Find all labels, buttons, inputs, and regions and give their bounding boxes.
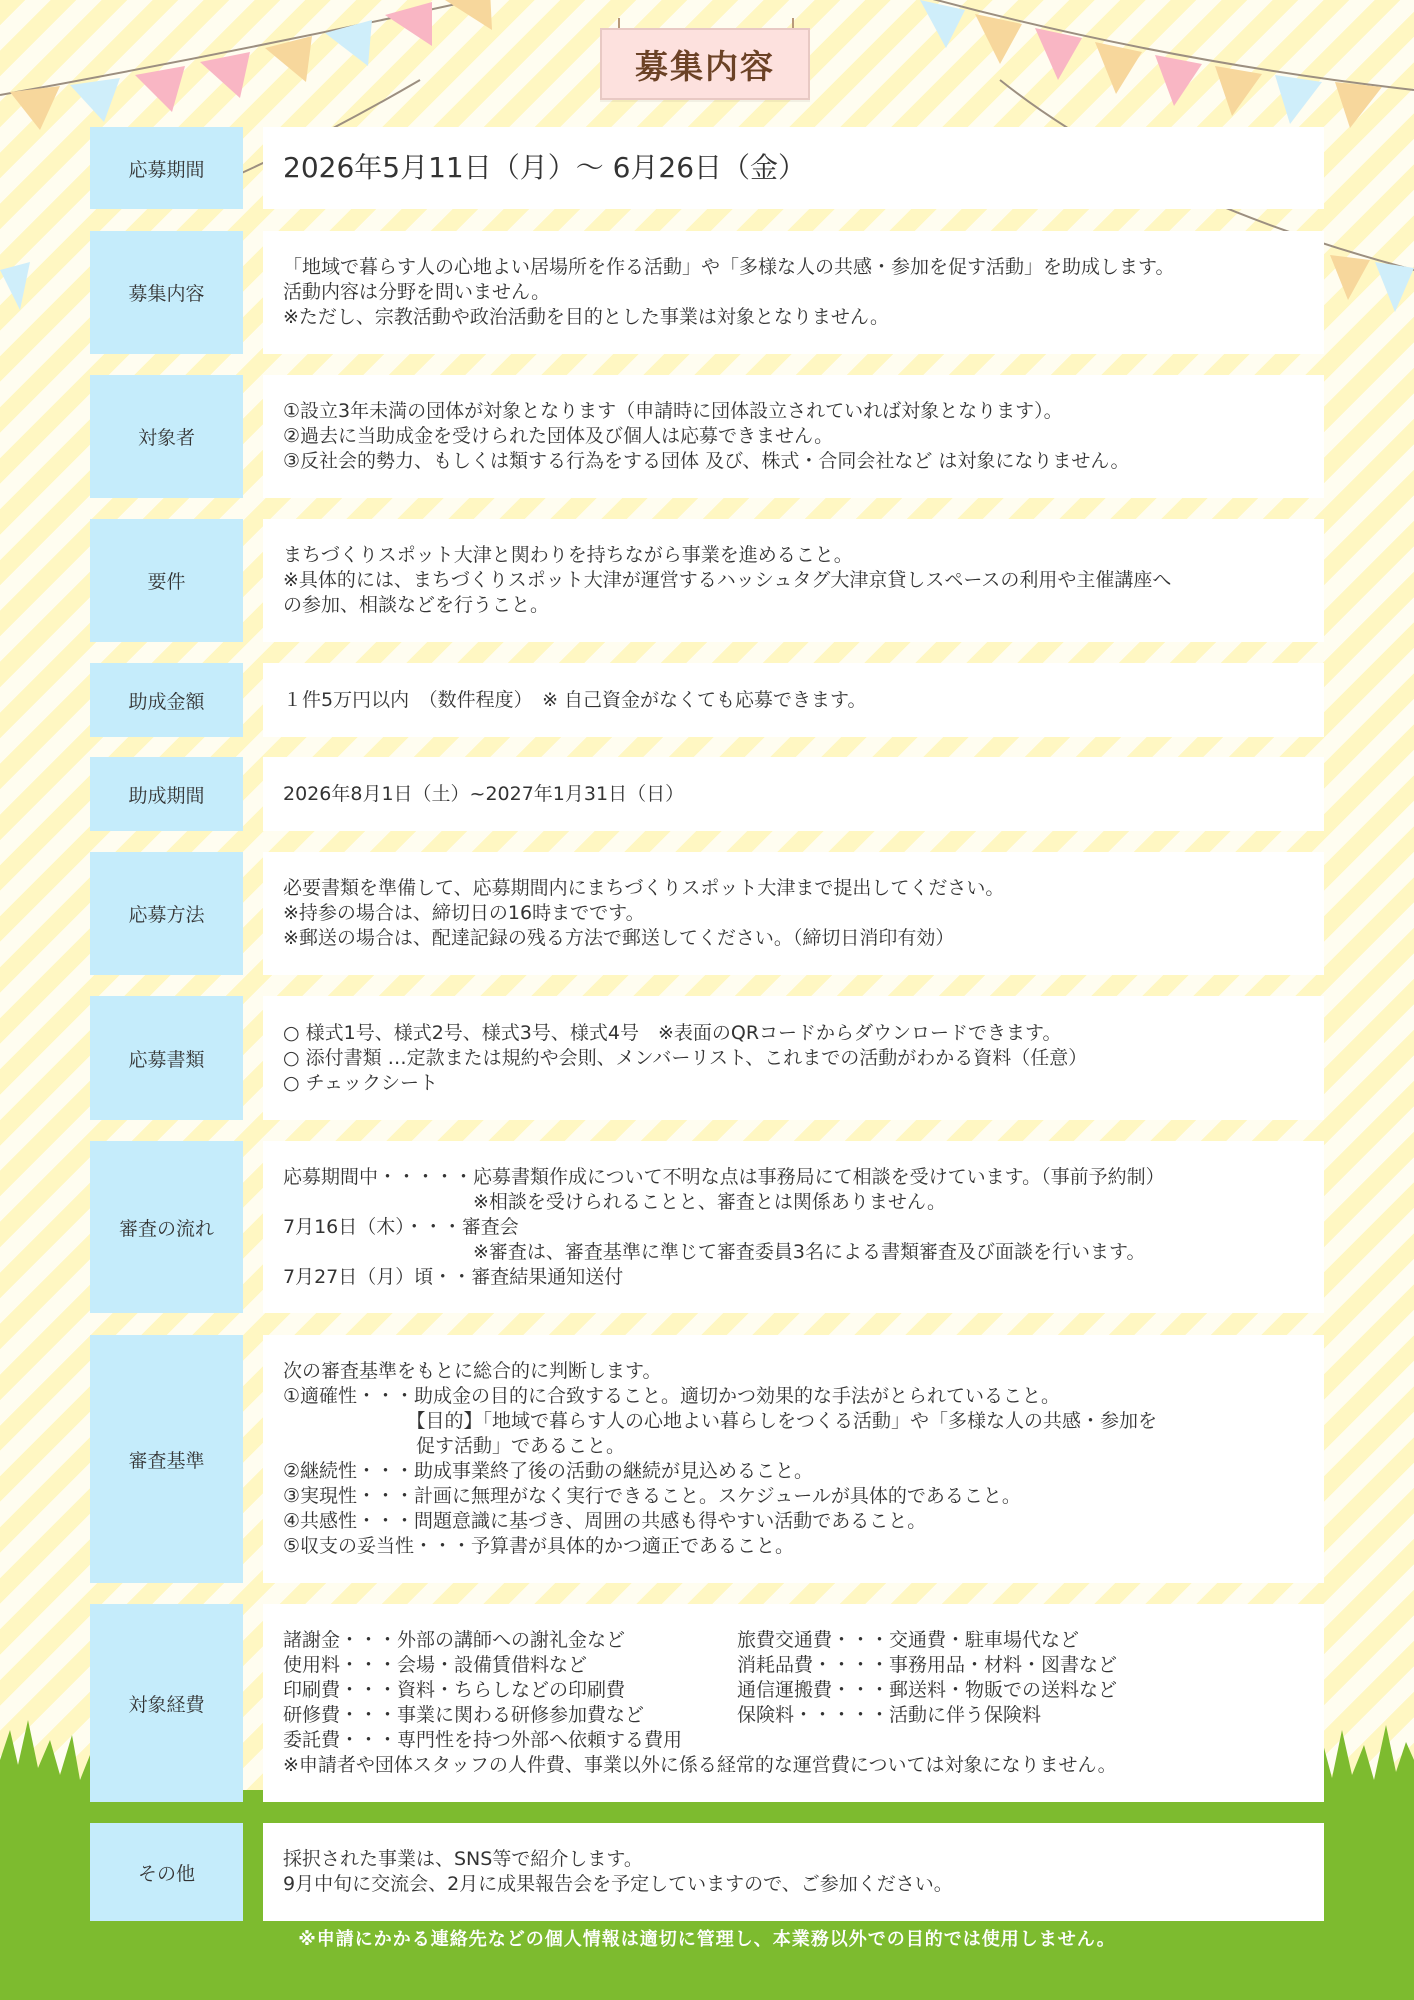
content-grant-period <box>263 757 1324 831</box>
criteria-line: ③実現性・・・計画に無理がなく実行できること。スケジュールが具体的であること。 <box>283 1485 1021 1507</box>
label-documents: 応募書類 <box>90 996 243 1120</box>
flow-line: 7月27日（月）頃・・審査結果通知送付 <box>283 1265 624 1288</box>
content-other <box>263 1823 1324 1921</box>
expense-item: 保険料・・・・・活動に伴う保険料 <box>737 1704 1042 1726</box>
target-line: ②過去に当助成金を受けられた団体及び個人は応募できません。 <box>283 425 834 447</box>
row-method <box>90 852 1324 975</box>
label-expenses: 対象経費 <box>90 1604 243 1802</box>
expenses-right-column <box>737 1628 1117 1728</box>
requirements-line: まちづくりスポット大津と関わりを持ちながら事業を進めること。 <box>283 544 853 566</box>
content-content <box>263 231 1324 354</box>
requirements-line: の参加、相談などを行うこと。 <box>283 594 550 616</box>
period-text: 2026年5月11日（月）～ 6月26日（金） <box>283 151 807 184</box>
label-content: 募集内容 <box>90 231 243 354</box>
documents-line: ○ 添付書類 …定款または規約や会則、メンバーリスト、これまでの活動がわかる資料（任意） <box>283 1046 1088 1069</box>
content-period <box>263 127 1324 209</box>
label-method: 応募方法 <box>90 852 243 975</box>
content-criteria <box>263 1335 1324 1583</box>
documents-line: ○ チェックシート <box>283 1071 439 1094</box>
expense-item: 研修費・・・事業に関わる研修参加費など <box>283 1704 645 1726</box>
label-amount: 助成金額 <box>90 663 243 737</box>
label-target: 対象者 <box>90 375 243 498</box>
criteria-line: ④共感性・・・問題意識に基づき、周囲の共感も得やすい活動であること。 <box>283 1510 927 1532</box>
content-line: 「地域で暮らす人の心地よい居場所を作る活動」や「多様な人の共感・参加を促す活動」を助成します。 <box>283 256 1175 278</box>
row-expenses <box>90 1604 1324 1802</box>
grant-period-text: 2026年8月1日（土）~2027年1月31日（日） <box>283 782 685 805</box>
requirements-line: ※具体的には、まちづくりスポット大津が運営するハッシュタグ大津京貸しスペースの利用や主催講座へ <box>283 569 1172 591</box>
label-requirements: 要件 <box>90 519 243 642</box>
page-title: 募集内容 <box>600 28 810 100</box>
row-grant-period <box>90 757 1324 831</box>
flow-line: ※審査は、審査基準に準じて審査委員3名による書類審査及び面談を行います。 <box>283 1240 1146 1263</box>
expense-item: 委託費・・・専門性を持つ外部へ依頼する費用 <box>283 1729 683 1751</box>
other-line: 採択された事業は、SNS等で紹介します。 <box>283 1848 643 1870</box>
content-documents <box>263 996 1324 1120</box>
label-criteria: 審査基準 <box>90 1335 243 1583</box>
criteria-line: ①適確性・・・助成金の目的に合致すること。適切かつ効果的な手法がとられていること。 <box>283 1385 1061 1407</box>
flow-line: 応募期間中・・・・・応募書類作成について不明な点は事務局にて相談を受けています。（事前予約制） <box>283 1165 1165 1188</box>
expenses-left-column <box>283 1628 737 1728</box>
row-period <box>90 127 1324 209</box>
content-requirements <box>263 519 1324 642</box>
row-other <box>90 1823 1324 1921</box>
expense-item: 通信運搬費・・・郵送料・物販での送料など <box>737 1679 1118 1701</box>
content-flow <box>263 1141 1324 1313</box>
amount-text: １件5万円以内 （数件程度） ※ 自己資金がなくても応募できます。 <box>283 688 867 711</box>
criteria-line: 次の審査基準をもとに総合的に判断します。 <box>283 1360 662 1382</box>
privacy-footer: ※申請にかかる連絡先などの個人情報は適切に管理し、本業務以外での目的では使用しません。 <box>298 1929 1116 1950</box>
row-requirements <box>90 519 1324 642</box>
label-grant-period: 助成期間 <box>90 757 243 831</box>
expenses-columns <box>283 1628 1304 1728</box>
expense-item: 旅費交通費・・・交通費・駐車場代など <box>737 1629 1080 1651</box>
flow-line: 7月16日（木）・・・審査会 <box>283 1215 519 1238</box>
other-line: 9月中旬に交流会、2月に成果報告会を予定していますので、ご参加ください。 <box>283 1873 953 1895</box>
target-line: ③反社会的勢力、もしくは類する行為をする団体 及び、株式・合同会社など は対象になりません。 <box>283 450 1130 472</box>
documents-line: ○ 様式1号、様式2号、様式3号、様式4号 ※表面のQRコードからダウンロードできます。 <box>283 1021 1062 1044</box>
label-other: その他 <box>90 1823 243 1921</box>
expense-item: 諸謝金・・・外部の講師への謝礼金など <box>283 1629 626 1651</box>
row-documents <box>90 996 1324 1120</box>
row-amount <box>90 663 1324 737</box>
target-line: ①設立3年未満の団体が対象となります（申請時に団体設立されていれば対象となります）。 <box>283 400 1063 422</box>
content-method <box>263 852 1324 975</box>
row-flow <box>90 1141 1324 1313</box>
expense-item: 消耗品費・・・・事務用品・材料・図書など <box>737 1654 1118 1676</box>
criteria-line: ②継続性・・・助成事業終了後の活動の継続が見込めること。 <box>283 1460 814 1482</box>
criteria-line: 促す活動」であること。 <box>283 1435 626 1457</box>
content-line: 活動内容は分野を問いません。 <box>283 281 551 303</box>
content-amount <box>263 663 1324 737</box>
row-target <box>90 375 1324 498</box>
method-line: 必要書類を準備して、応募期間内にまちづくりスポット大津まで提出してください。 <box>283 877 1005 899</box>
criteria-line: ⑤収支の妥当性・・・予算書が具体的かつ適正であること。 <box>283 1535 795 1557</box>
method-line: ※郵送の場合は、配達記録の残る方法で郵送してください。（締切日消印有効） <box>283 927 955 949</box>
flow-line: ※相談を受けられることと、審査とは関係ありません。 <box>283 1190 947 1213</box>
expense-item: 使用料・・・会場・設備賃借料など <box>283 1654 588 1676</box>
criteria-line: 【目的】「地域で暮らす人の心地よい暮らしをつくる活動」や「多様な人の共感・参加を <box>283 1410 1158 1432</box>
label-flow: 審査の流れ <box>90 1141 243 1313</box>
row-criteria <box>90 1335 1324 1583</box>
expense-item: 印刷費・・・資料・ちらしなどの印刷費 <box>283 1679 626 1701</box>
content-expenses <box>263 1604 1324 1802</box>
label-period: 応募期間 <box>90 127 243 209</box>
content-target <box>263 375 1324 498</box>
row-content <box>90 231 1324 354</box>
content-line: ※ただし、宗教活動や政治活動を目的とした事業は対象となりません。 <box>283 306 890 328</box>
method-line: ※持参の場合は、締切日の16時までです。 <box>283 902 645 924</box>
expense-note: ※申請者や団体スタッフの人件費、事業以外に係る経常的な運営費については対象になりません。 <box>283 1754 1117 1776</box>
title-sign-wrap <box>600 18 812 110</box>
